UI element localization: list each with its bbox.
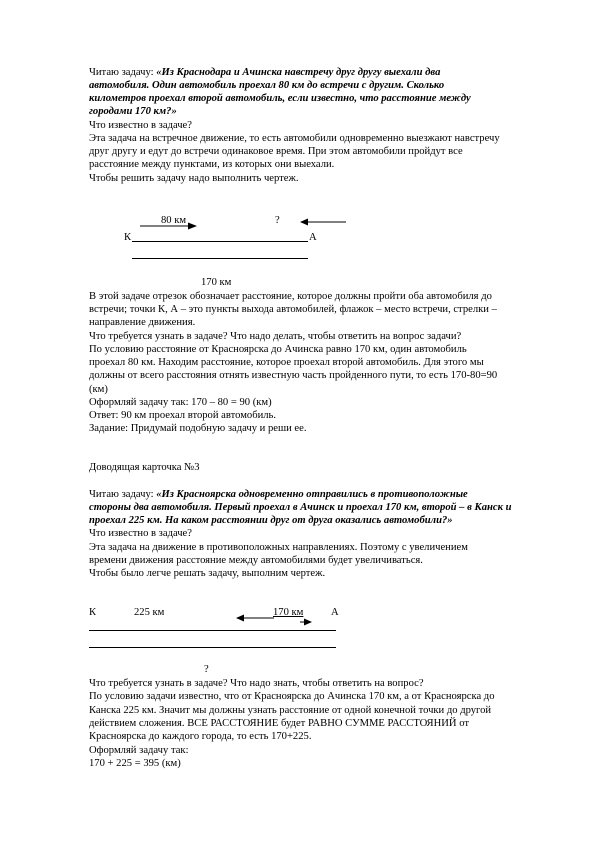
section2-line-4: Что требуется узнать в задаче? Что надо делать, чтобы ответить на вопрос задачи?	[89, 331, 462, 342]
section2-line-7: должны от всего расстояния отнять известную часть пройденного пути, то есть 170-80=90	[89, 370, 498, 381]
card-title: Доводящая карточка №3	[89, 462, 200, 473]
section2-line-3: направление движения.	[89, 317, 196, 328]
task2-line-1	[89, 488, 468, 501]
task1-line-4: городами 170 км?»	[89, 106, 177, 117]
read-prefix: Читаю задачу:	[89, 67, 157, 78]
explanation1-line-2: друг другу и едут до встречи одинаковое время. При этом автомобили пройдут все	[89, 146, 463, 157]
point-a-label: А	[309, 232, 317, 243]
unknown-distance-label: ?	[204, 664, 209, 675]
read-prefix: Читаю задачу:	[89, 489, 157, 500]
point-k-label: К	[124, 232, 132, 243]
unknown-distance-label: ?	[275, 215, 280, 226]
segment-line	[89, 630, 336, 631]
explanation1-line-1: Эта задача на встречное движение, то есть автомобили одновременно выезжают навстречу	[89, 133, 500, 144]
section2-line-5: По условию расстояние от Красноярска до Ачинска равно 170 км, один автомобиль	[89, 344, 467, 355]
solution-format-1: Оформляй задачу так: 170 – 80 = 90 (км)	[89, 397, 272, 408]
distance-80-label: 80 км	[161, 215, 187, 226]
drawing-note-1: Чтобы решить задачу надо выполнить чертеж.	[89, 173, 299, 184]
section4-line-1: Что требуется узнать в задаче? Что надо знать, чтобы ответить на вопрос?	[89, 678, 424, 689]
section4-line-2: По условию задачи известно, что от Красноярска до Ачинска 170 км, а от Красноярска до	[89, 691, 495, 702]
section2-line-1: В этой задаче отрезок обозначает расстояние, которое должны пройти оба автомобиля до	[89, 291, 492, 302]
point-k-label: К	[89, 607, 97, 618]
task2-line-2: стороны два автомобиля. Первый проехал в Ачинск и проехал 170 км, второй – в Канск и	[89, 502, 512, 513]
task1-line-2: автомобиля. Один автомобиль проехал 80 км до встречи с другим. Сколько	[89, 80, 445, 91]
section2-line-6: проехал 80 км. Находим расстояние, которое проехал второй автомобиль. Для этого мы	[89, 357, 484, 368]
known-question-2: Что известно в задаче?	[89, 528, 192, 539]
segment-line	[132, 241, 308, 242]
total-distance-line	[89, 647, 336, 648]
task1-line-1	[89, 66, 440, 79]
section2-line-2: встречи; точки К, А – это пункты выхода автомобилей, флажок – место встречи, стрелки –	[89, 304, 497, 315]
arrow-left-icon	[300, 217, 348, 227]
distance-225-label: 225 км	[134, 607, 165, 618]
answer-1: Ответ: 90 км проехал второй автомобиль.	[89, 410, 277, 421]
arrow-right-icon	[300, 617, 314, 627]
total-distance-label: 170 км	[201, 277, 232, 288]
solution-format-2: Оформляй задачу так:	[89, 745, 189, 756]
section4-line-4: действием сложения. ВСЕ РАССТОЯНИЕ будет РАВНО СУММЕ РАССТОЯНИЙ от	[89, 718, 470, 729]
task1-text: «Из Краснодара и Ачинска навстречу друг другу выехали два	[156, 67, 441, 78]
task2-text: «Из Красноярска одновременно отправились в противоположные	[156, 489, 468, 500]
explanation2-line-1: Эта задача на движение в противоположных направлениях. Поэтому с увеличением	[89, 542, 468, 553]
explanation1-line-3: расстояние между пунктами, из которых они выехали.	[89, 159, 335, 170]
section4-line-3: Канска 225 км. Значит мы должны узнать расстояние от одной конечной точки до другой	[89, 705, 492, 716]
task2-line-3: проехал 225 км. На каком расстоянии друг от друга оказались автомобили?»	[89, 515, 453, 526]
assignment-1: Задание: Придумай подобную задачу и реши ее.	[89, 423, 307, 434]
total-distance-line	[132, 258, 308, 259]
section4-line-5: Красноярска до каждого города, то есть 170+225.	[89, 731, 312, 742]
point-a-label: А	[331, 607, 339, 618]
drawing-note-2: Чтобы было легче решать задачу, выполним чертеж.	[89, 568, 326, 579]
distance-170-label: 170 км	[273, 607, 304, 618]
explanation2-line-2: времени движения расстояние между автомобилями будет увеличиваться.	[89, 555, 423, 566]
arrow-left-icon	[236, 613, 276, 623]
task1-line-3: километров проехал второй автомобиль, если известно, что расстояние между	[89, 93, 471, 104]
known-question-1: Что известно в задаче?	[89, 120, 192, 131]
section2-line-8: (км)	[89, 384, 108, 395]
solution-2: 170 + 225 = 395 (км)	[89, 758, 181, 769]
arrow-right-icon	[140, 221, 200, 231]
